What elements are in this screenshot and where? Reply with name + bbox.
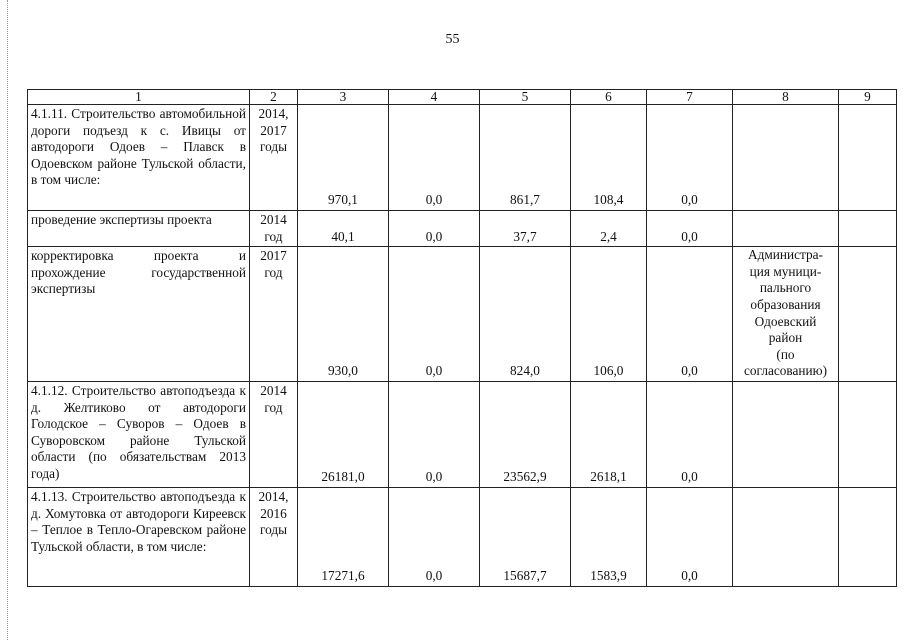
column-header-7: 7 xyxy=(647,90,733,105)
implementation-years xyxy=(250,105,298,211)
executor-cell xyxy=(733,381,839,487)
executor-line: образования xyxy=(750,296,821,312)
executor-line: согласованию) xyxy=(743,363,827,379)
executor-line: Одоевский xyxy=(754,313,817,329)
value-col-3: 930,0 xyxy=(298,247,389,382)
value-col-5: 37,7 xyxy=(480,211,571,247)
measure-name: 4.1.13. Строительство автоподъезда к д. Хомутовка от автодороги Киреевск – Теплое в Тепло-Огаревском районе Тульской области, в том числе: xyxy=(28,487,250,586)
measure-name: 4.1.12. Строительство автоподъезда к д. Желтиково от автодороги Голодское – Суворов – Одоев в Суворовском районе Тульской области (по обязательствам 2013 года) xyxy=(28,381,250,487)
executor-cell xyxy=(733,211,839,247)
value-col-3: 26181,0 xyxy=(298,381,389,487)
column-header-8: 8 xyxy=(733,90,839,105)
implementation-years xyxy=(250,487,298,586)
table-row xyxy=(28,381,897,487)
column-9-cell xyxy=(839,381,897,487)
value-col-7: 0,0 xyxy=(647,211,733,247)
column-9-cell xyxy=(839,487,897,586)
value-col-7: 0,0 xyxy=(647,247,733,382)
value-col-6: 108,4 xyxy=(571,105,647,211)
executor-cell xyxy=(733,487,839,586)
column-9-cell xyxy=(839,211,897,247)
value-col-5: 861,7 xyxy=(480,105,571,211)
executor-line: Администра- xyxy=(748,247,823,263)
year-line: 2014, xyxy=(258,488,289,504)
executor-line: ция муници- xyxy=(749,263,822,279)
column-header-2: 2 xyxy=(250,90,298,105)
value-col-4: 0,0 xyxy=(389,247,480,382)
column-header-4: 4 xyxy=(389,90,480,105)
year-line: 2016 xyxy=(260,505,287,521)
value-col-6: 106,0 xyxy=(571,247,647,382)
year-line: 2014 xyxy=(260,382,287,398)
year-line: год xyxy=(264,228,283,244)
measure-name: корректировка проекта и прохождение государственной экспертизы xyxy=(28,247,250,382)
implementation-years xyxy=(250,211,298,247)
table-row xyxy=(28,487,897,586)
implementation-years xyxy=(250,381,298,487)
executor-cell xyxy=(733,105,839,211)
value-col-7: 0,0 xyxy=(647,381,733,487)
value-col-4: 0,0 xyxy=(389,487,480,586)
column-header-3: 3 xyxy=(298,90,389,105)
column-header-1: 1 xyxy=(28,90,250,105)
value-col-4: 0,0 xyxy=(389,211,480,247)
year-line: годы xyxy=(259,522,288,538)
value-col-3: 40,1 xyxy=(298,211,389,247)
left-margin-line xyxy=(7,0,8,640)
executor-cell xyxy=(733,247,839,382)
table-row xyxy=(28,105,897,211)
value-col-7: 0,0 xyxy=(647,105,733,211)
executor-line: район xyxy=(768,330,803,346)
value-col-3: 970,1 xyxy=(298,105,389,211)
value-col-6: 1583,9 xyxy=(571,487,647,586)
table-row xyxy=(28,211,897,247)
measure-name: проведение экспертизы проекта xyxy=(28,211,250,247)
value-col-7: 0,0 xyxy=(647,487,733,586)
column-9-cell xyxy=(839,247,897,382)
measure-name: 4.1.11. Строительство автомобильной дороги подъезд к с. Ивицы от автодороги Одоев – Плавск в Одоевском районе Тульской области, в том числе: xyxy=(28,105,250,211)
year-line: 2014 xyxy=(260,212,287,227)
year-line: 2017 xyxy=(260,248,287,264)
value-col-4: 0,0 xyxy=(389,105,480,211)
value-col-5: 824,0 xyxy=(480,247,571,382)
value-col-3: 17271,6 xyxy=(298,487,389,586)
implementation-years xyxy=(250,247,298,382)
value-col-5: 23562,9 xyxy=(480,381,571,487)
column-header-6: 6 xyxy=(571,90,647,105)
column-header-9: 9 xyxy=(839,90,897,105)
year-line: годы xyxy=(259,139,288,155)
value-col-6: 2618,1 xyxy=(571,381,647,487)
table-row xyxy=(28,247,897,382)
value-col-6: 2,4 xyxy=(571,211,647,247)
value-col-5: 15687,7 xyxy=(480,487,571,586)
year-line: год xyxy=(264,399,283,415)
column-9-cell xyxy=(839,105,897,211)
program-table xyxy=(27,89,897,587)
executor-line: пального xyxy=(759,280,812,296)
value-col-4: 0,0 xyxy=(389,381,480,487)
executor-line: (по xyxy=(776,346,795,362)
column-number-row xyxy=(28,90,897,105)
page-number: 55 xyxy=(445,32,460,47)
year-line: 2017 xyxy=(260,122,287,138)
year-line: год xyxy=(264,264,283,280)
column-header-5: 5 xyxy=(480,90,571,105)
year-line: 2014, xyxy=(258,106,289,121)
